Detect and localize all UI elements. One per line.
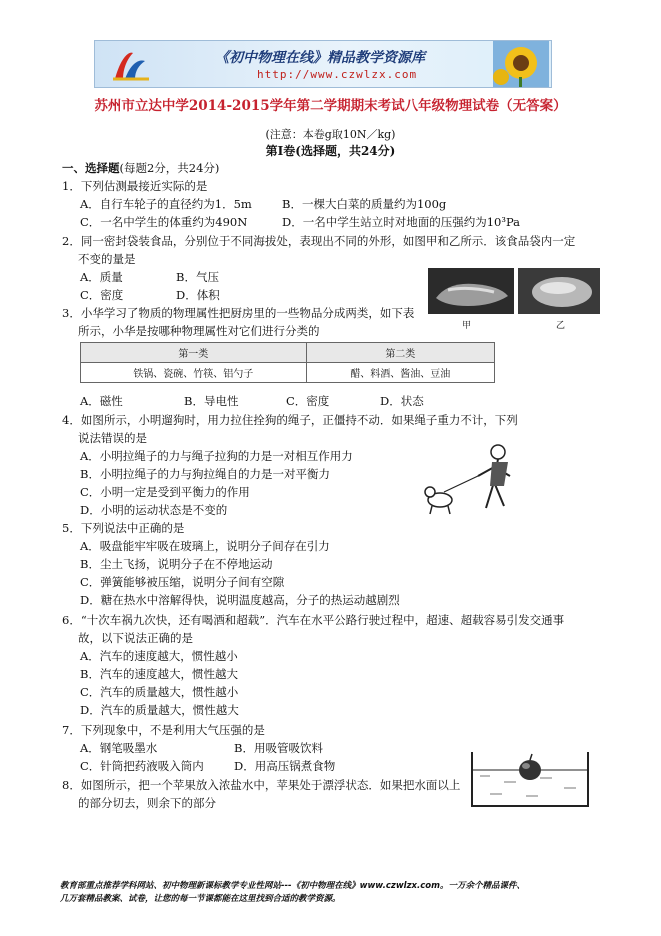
q4-option-d: D．小明的运动状态是不变的	[80, 503, 228, 517]
q5-option-a: A．吸盘能牢牢吸在玻璃上，说明分子间存在引力	[80, 539, 330, 553]
q7-stem: 7．下列现象中，不是利用大气压强的是	[62, 723, 265, 737]
q2-option-c: C．密度	[80, 288, 124, 302]
page-footer	[60, 880, 620, 906]
q3-option-a: A．磁性	[80, 394, 123, 408]
q4-stem-line2: 说法错误的是	[78, 431, 147, 445]
label-yi: 乙	[556, 321, 566, 331]
banner-url[interactable]: http://www.czwlzx.com	[257, 68, 418, 81]
q7-option-a: A．钢笔吸墨水	[80, 741, 158, 755]
apple-floating-in-brine-diagram	[470, 748, 590, 810]
q6-stem-line2: 故，以下说法正确的是	[78, 631, 193, 645]
q7-option-d: D．用高压锅煮食物	[234, 759, 336, 773]
q2-option-d: D．体积	[176, 288, 220, 302]
footer-line-1: 教育部重点推荐学科网站、初中物理新课标教学专业性网站---《初中物理在线》www.czwlzx.com。一万余个精品课件、	[60, 881, 525, 891]
q3-option-c: C．密度	[286, 394, 330, 408]
q2-stem-line1: 2．同一密封袋装食品，分别位于不同海拔处，表现出不同的外形，如图甲和乙所示．该食品袋内一定	[62, 234, 576, 248]
sunflower-icon	[493, 41, 549, 87]
site-logo-icon	[111, 47, 151, 83]
q1-stem: 1．下列估测最接近实际的是	[62, 179, 208, 193]
table-header-cell: 第二类	[306, 343, 494, 363]
footer-line-2: 几万套精品教案、试卷，让您的每一节课都能在这里找到合适的教学资源。	[60, 894, 341, 904]
table-cell: 铁锅、瓷碗、竹筷、铝勺子	[81, 363, 307, 383]
q3-option-d: D．状态	[380, 394, 424, 408]
q1-option-d: D．一名中学生站立时对地面的压强约为10³Pa	[282, 215, 521, 229]
section-subtitle: (每题2分，共24分)	[119, 161, 220, 175]
table-header-cell: 第一类	[81, 343, 307, 363]
q5-option-d: D．糖在热水中溶解得快，说明温度越高，分子的热运动越剧烈	[80, 593, 400, 607]
q6-option-c: C．汽车的质量越大，惯性越小	[80, 685, 239, 699]
q8-stem-line2: 的部分切去，则余下的部分	[78, 796, 216, 810]
q5-stem: 5．下列说法中正确的是	[62, 521, 185, 535]
section-heading	[62, 160, 219, 176]
q3-stem-line2: 所示，小华是按哪种物理属性对它们进行分类的	[78, 324, 320, 338]
q6-stem-line1: 6．“十次车祸九次快，还有喝酒和超载”．汽车在水平公路行驶过程中，超速、超载容易引发交通事	[62, 613, 565, 627]
section-title: 一、选择题	[62, 161, 120, 175]
q7-option-c: C．针筒把药液吸入筒内	[80, 759, 204, 773]
q6-option-a: A．汽车的速度越大，惯性越小	[80, 649, 238, 663]
site-banner	[94, 40, 552, 88]
q6-option-d: D．汽车的质量越大，惯性越大	[80, 703, 239, 717]
q1-option-c: C．一名中学生的体重约为490N	[80, 215, 248, 229]
document-title: 苏州市立达中学2014-2015学年第二学期期末考试八年级物理试卷（无答案）	[94, 98, 567, 114]
q4-option-c: C．小明一定是受到平衡力的作用	[80, 485, 250, 499]
q2-option-b: B．气压	[176, 270, 219, 284]
table-header-row	[81, 343, 495, 363]
banner-title: 《初中物理在线》精品教学资源库	[215, 50, 425, 66]
q1-option-a: A．自行车轮子的直径约为1．5m	[80, 197, 252, 211]
part-title: 第Ⅰ卷(选择题，共24分)	[265, 144, 396, 158]
q4-option-a: A．小明拉绳子的力与绳子拉狗的力是一对相互作用力	[80, 449, 353, 463]
label-jia: 甲	[462, 321, 472, 331]
food-bag-photo-yi	[518, 268, 600, 314]
q8-stem-line1: 8．如图所示，把一个苹果放入浓盐水中，苹果处于漂浮状态．如果把水面以上	[62, 778, 461, 792]
q4-stem-line1: 4．如图所示，小明遛狗时，用力拉住拴狗的绳子，正僵持不动．如果绳子重力不计，下列	[62, 413, 518, 427]
q5-option-c: C．弹簧能够被压缩，说明分子间有空隙	[80, 575, 285, 589]
q2-stem-line2: 不变的量是	[78, 252, 136, 266]
classification-table	[80, 342, 495, 383]
exam-note: (注意：本卷g取10N／kg)	[265, 128, 396, 141]
q4-option-b: B．小明拉绳子的力与狗拉绳自的力是一对平衡力	[80, 467, 330, 481]
q2-option-a: A．质量	[80, 270, 123, 284]
boy-walking-dog-illustration	[420, 436, 520, 518]
q3-stem-line1: 3．小华学习了物质的物理属性把厨房里的一些物品分成两类，如下表	[62, 306, 415, 320]
q7-option-b: B．用吸管吸饮料	[234, 741, 323, 755]
table-row	[81, 363, 495, 383]
q5-option-b: B．尘土飞扬，说明分子在不停地运动	[80, 557, 273, 571]
food-bag-photo-jia	[428, 268, 514, 314]
q3-option-b: B．导电性	[184, 394, 239, 408]
q6-option-b: B．汽车的速度越大，惯性越大	[80, 667, 238, 681]
q1-option-b: B．一棵大白菜的质量约为100g	[282, 197, 447, 211]
table-cell: 醋、料酒、酱油、豆油	[306, 363, 494, 383]
